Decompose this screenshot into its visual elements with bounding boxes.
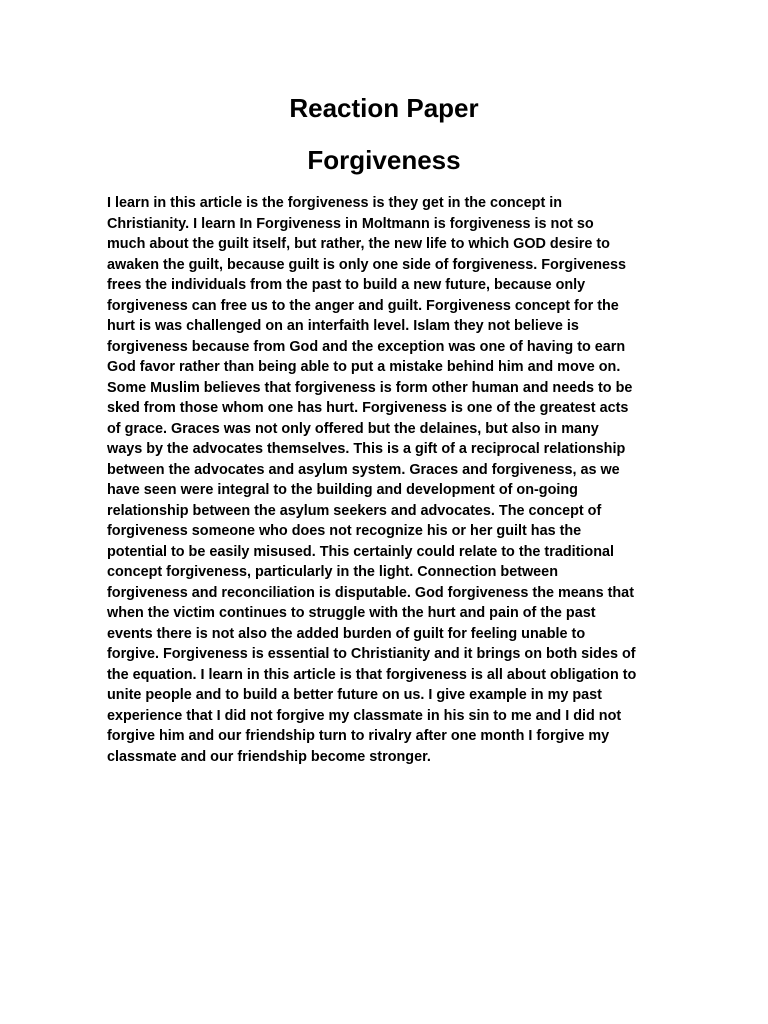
paragraph-line: much about the guilt itself, but rather, the new life to which GOD desire to xyxy=(107,236,610,252)
paragraph-line: awaken the guilt, because guilt is only one side of forgiveness. Forgiveness xyxy=(107,256,626,273)
paragraph-line: experience that I did not forgive my classmate in his sin to me and I did not xyxy=(107,707,622,724)
paragraph-line: of grace. Graces was not only offered but the delaines, but also in many xyxy=(107,420,599,437)
paragraph-line: forgiveness and reconciliation is disputable. God forgiveness the means that xyxy=(107,584,634,601)
paragraph-line: sked from those whom one has hurt. Forgiveness is one of the greatest acts xyxy=(107,400,629,416)
paragraph-line: when the victim continues to struggle with the hurt and pain of the past xyxy=(107,605,596,621)
paragraph-line: God favor rather than being able to put a mistake behind him and move on. xyxy=(107,359,621,375)
paragraph-line: events there is not also the added burden of guilt for feeling unable to xyxy=(107,625,586,642)
paragraph-line: relationship between the asylum seekers and advocates. The concept of xyxy=(107,502,602,519)
paragraph-line: hurt is was challenged on an interfaith level. Islam they not believe is xyxy=(107,318,579,334)
paragraph-line: forgive him and our friendship turn to rivalry after one month I forgive my xyxy=(107,728,610,744)
paragraph-line: have seen were integral to the building and development of on-going xyxy=(107,482,578,498)
paragraph-line: forgiveness because from God and the exception was one of having to earn xyxy=(107,338,626,355)
paragraph-line: unite people and to build a better future on us. I give example in my past xyxy=(107,687,602,703)
paragraph-line: ways by the advocates themselves. This is a gift of a reciprocal relationship xyxy=(107,441,626,457)
paragraph-line: classmate and our friendship become stronger. xyxy=(107,748,431,765)
paragraph-line: forgiveness can free us to the anger and guilt. Forgiveness concept for the xyxy=(107,297,619,314)
document-title: Reaction Paper xyxy=(289,93,479,123)
paragraph-line: I learn in this article is the forgiveness is they get in the concept in xyxy=(107,195,563,211)
body-paragraph xyxy=(107,193,667,767)
paragraph-line: potential to be easily misused. This certainly could relate to the traditional xyxy=(107,543,614,560)
paragraph-line: forgiveness someone who does not recognize his or her guilt has the xyxy=(107,523,582,539)
document-subtitle: Forgiveness xyxy=(307,145,461,175)
paragraph-line: Some Muslim believes that forgiveness is form other human and needs to be xyxy=(107,379,633,396)
paragraph-line: the equation. I learn in this article is that forgiveness is all about obligation to xyxy=(107,666,637,683)
paragraph-line: Christianity. I learn In Forgiveness in Moltmann is forgiveness is not so xyxy=(107,215,594,232)
paragraph-line: between the advocates and asylum system. Graces and forgiveness, as we xyxy=(107,461,620,478)
paragraph-line: frees the individuals from the past to build a new future, because only xyxy=(107,277,586,293)
paragraph-line: concept forgiveness, particularly in the light. Connection between xyxy=(107,564,558,580)
paragraph-line: forgive. Forgiveness is essential to Christianity and it brings on both sides of xyxy=(107,646,636,662)
